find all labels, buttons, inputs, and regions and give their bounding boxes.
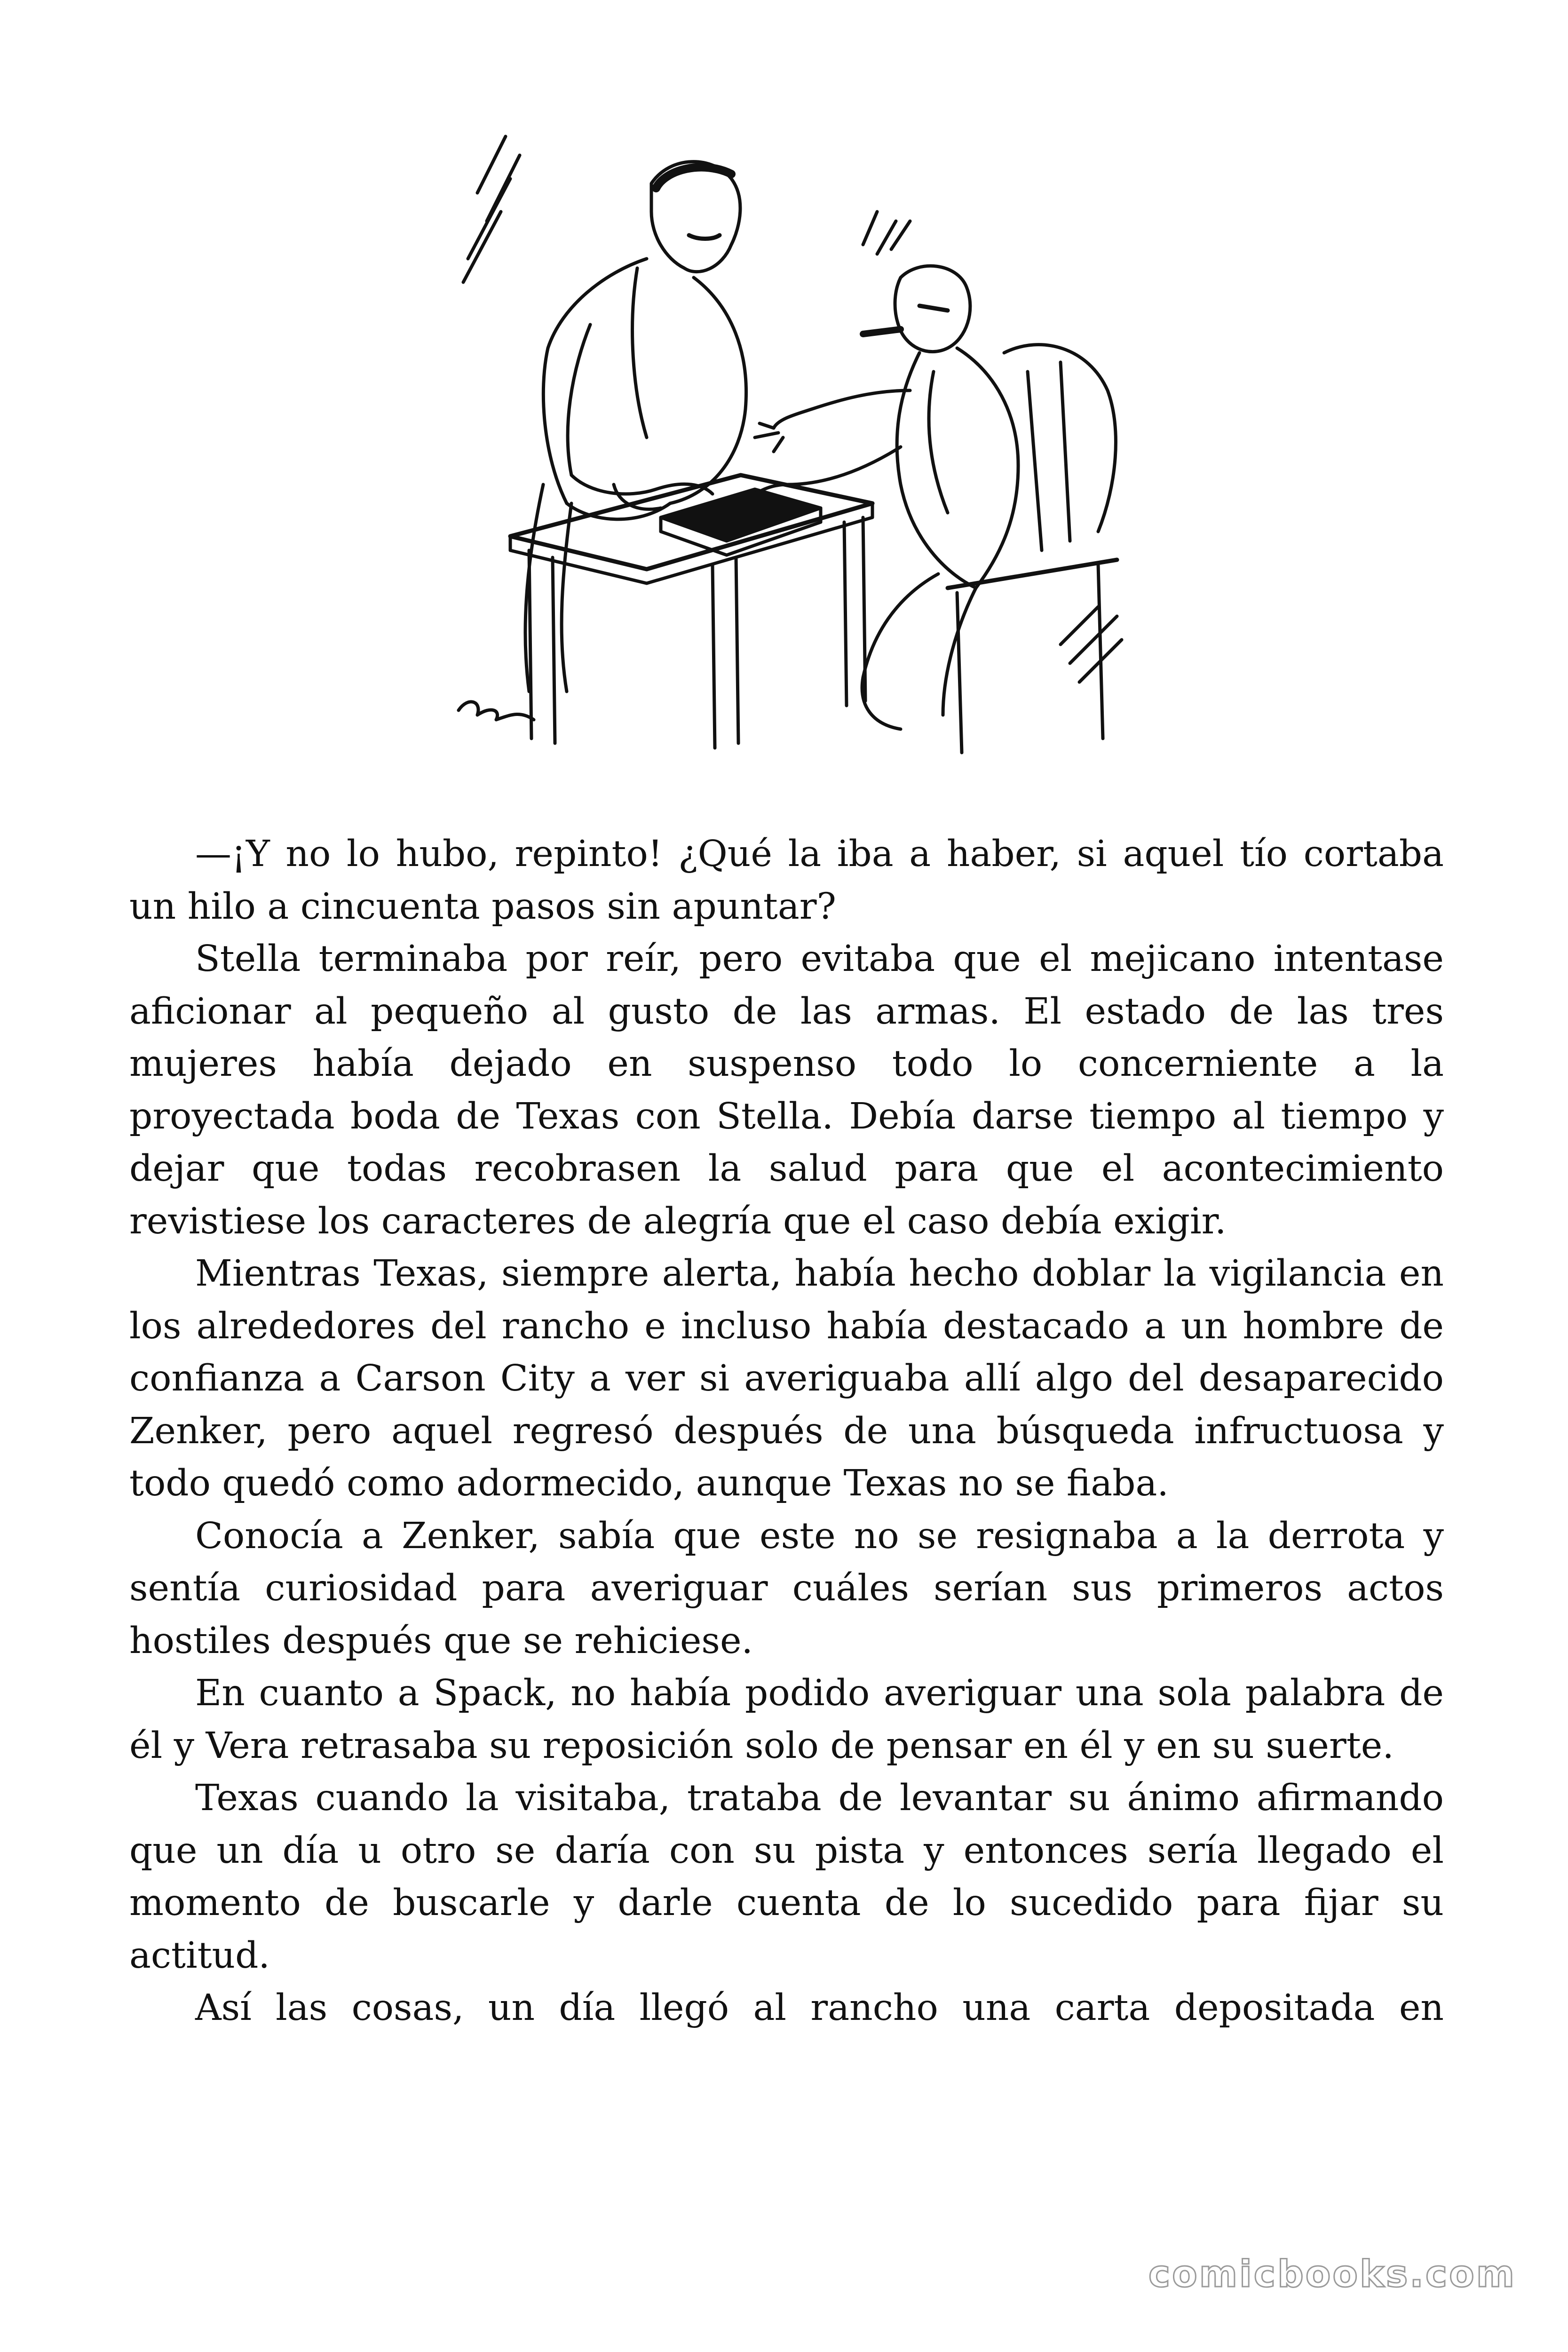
paragraph: Mientras Texas, siempre alerta, había hecho doblar la vigilancia en los alrededores del rancho e incluso había destacado a un hombre de confianza a Carson City a ver si averiguaba allí algo del desaparecido Zenker, pero aquel regresó después de una búsqueda infructuosa y todo quedó como adormecido, aunque Texas no se fiaba. (129, 1253, 1444, 1504)
paragraph: Stella terminaba por reír, pero evitaba que el mejicano intentase aficionar al pequeño al gusto de las armas. El estado de las tres mujeres había dejado en suspenso todo lo concerniente a la proyectada boda de Texas con Stella. Debía darse tiempo al tiempo y dejar que todas recobrasen la salud para que el acontecimiento revistiese los caracteres de alegría que el caso debía exigir. (129, 938, 1444, 1242)
body-text (129, 828, 1444, 2034)
paragraph: —¡Y no lo hubo, repinto! ¿Qué la iba a haber, si aquel tío cortaba un hilo a cincuenta pasos sin apuntar? (129, 833, 1444, 928)
paragraph: Texas cuando la visitaba, trataba de levantar su ánimo afirmando que un día u otro se daría con su pista y entonces sería llegado el momento de buscarle y darle cuenta de lo sucedido para fijar su actitud. (129, 1777, 1444, 1977)
ink-drawing (449, 127, 1129, 776)
paragraph: Conocía a Zenker, sabía que este no se resignaba a la derrota y sentía curiosidad para averiguar cuáles serían sus primeros actos hostiles después que se rehiciese. (129, 1515, 1444, 1662)
paragraph: En cuanto a Spack, no había podido averiguar una sola palabra de él y Vera retrasaba su reposición solo de pensar en él y en su suerte. (129, 1672, 1444, 1767)
paragraph: Así las cosas, un día llegó al rancho una carta depositada en (195, 1987, 1444, 2029)
illustration-two-men-at-table (449, 127, 1129, 776)
watermark: comicbooks.com (1148, 2253, 1516, 2296)
